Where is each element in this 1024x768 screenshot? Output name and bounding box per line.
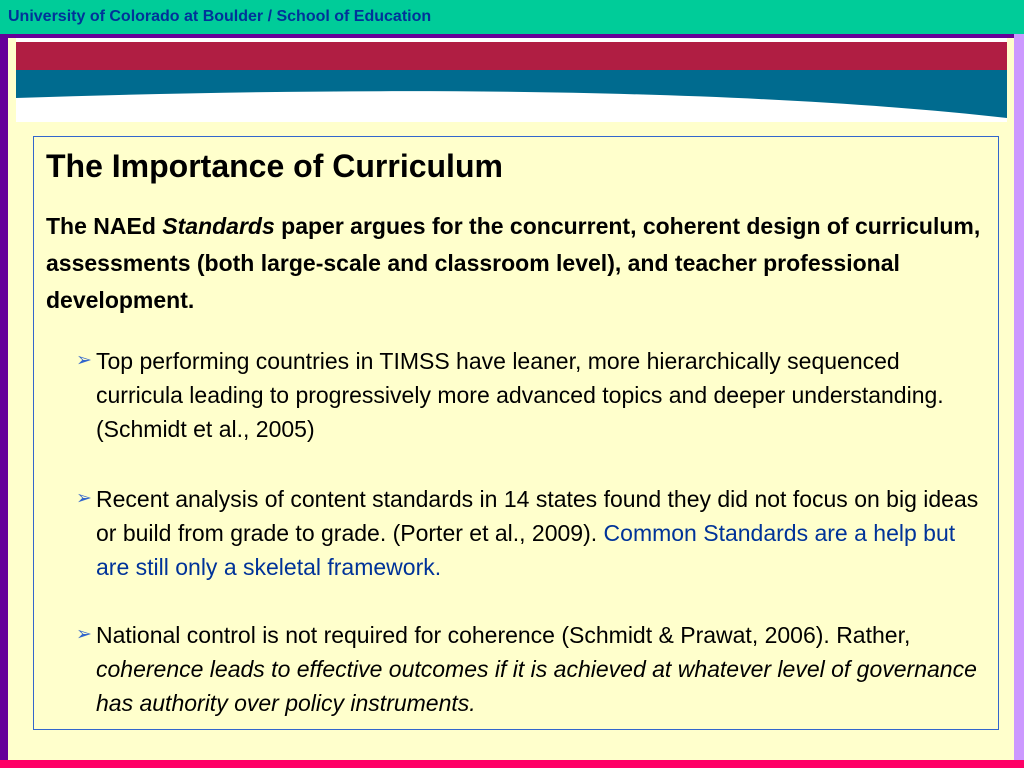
arrow-bullet-icon: ➢: [76, 350, 92, 371]
arrow-bullet-icon: ➢: [76, 488, 92, 509]
bottom-border-stripe: [0, 760, 1024, 768]
intro-paragraph: [46, 208, 986, 319]
crimson-banner: [16, 42, 1007, 70]
institution-label: University of Colorado at Boulder / School of Education: [8, 8, 432, 25]
intro-emphasis: Standards: [162, 213, 275, 239]
intro-text-start: The NAEd: [46, 213, 163, 239]
bullet-emphasis-text: coherence leads to effective outcomes if it is achieved at whatever level of governance has authority over policy instruments.: [96, 656, 977, 716]
left-border-stripe: [0, 34, 8, 768]
bullet-highlight-text: Common Standards are a help but are still only a skeletal framework.: [96, 520, 956, 580]
arrow-bullet-icon: ➢: [76, 624, 92, 645]
bullet-text: Recent analysis of content standards in 14 states found they did not focus on big ideas or build from grade to grade. (Porter et al., 2009).: [96, 486, 979, 546]
right-border-stripe: [1014, 34, 1024, 768]
bullet-text: National control is not required for coherence (Schmidt & Prawat, 2006). Rather,: [96, 622, 911, 648]
bullet-text: Top performing countries in TIMSS have leaner, more hierarchically sequenced curricula leading to progressively more advanced topics and deeper understanding. (Schmidt et al., 2005): [96, 348, 944, 442]
slide-title: The Importance of Curriculum: [46, 148, 503, 184]
header-bar: [0, 0, 1024, 34]
intro-text-end: paper argues for the concurrent, coherent design of curriculum, assessments (both large-scale and classroom level), and teacher professional development.: [46, 213, 981, 313]
bullet-item: [76, 618, 986, 720]
teal-wave-banner: [16, 70, 1007, 120]
bullet-item: [76, 344, 986, 446]
bullet-item: [76, 482, 986, 584]
